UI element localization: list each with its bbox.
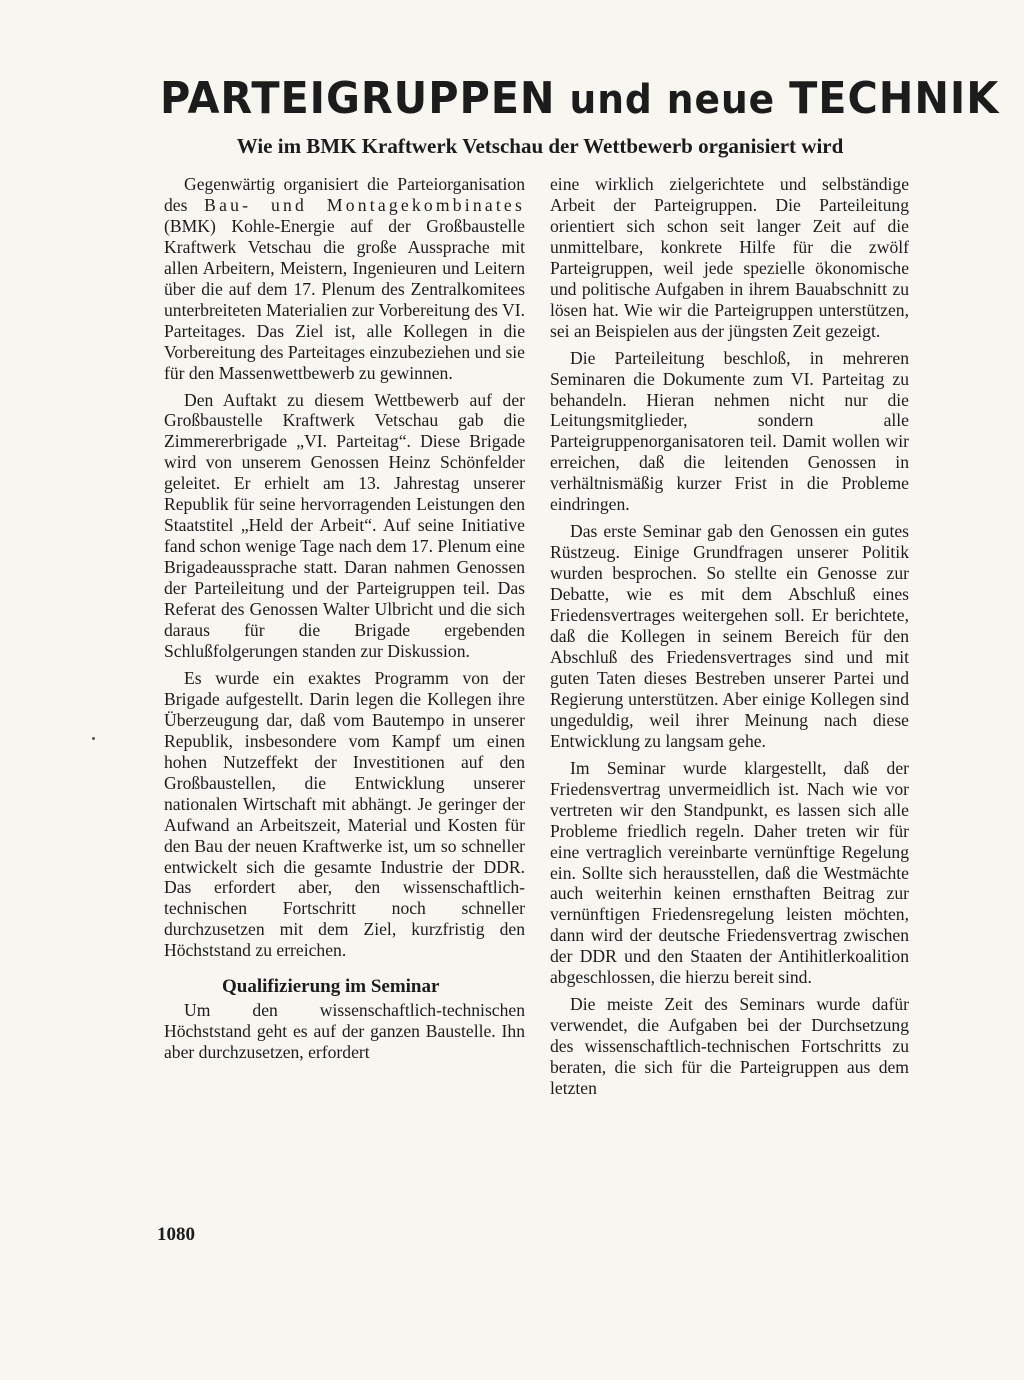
left-p1-spaced-text: Bau- und Montagekombinates [204, 194, 525, 215]
headline-part-und-neue: und neue [555, 77, 790, 123]
left-paragraph-1 [164, 174, 525, 384]
right-paragraph-3: Das erste Seminar gab den Genossen ein gutes Rüstzeug. Einige Grundfragen unserer Politik wurden besprochen. So stellte ein Genosse zur Debatte, wie es mit dem Abschluß eines Friedensvertrages weitergehen soll. Er berichtete, daß die Kollegen in seinem Bereich für den Abschluß des Friedensvertrages sind und mit guten Taten dieses Bestreben unserer Partei und Regierung unterstützen. Aber einige Kollegen sind ungeduldig, weil ihrer Meinung nach diese Entwicklung zu langsam gehe. [550, 521, 909, 751]
print-speck [92, 737, 95, 740]
right-paragraph-2: Die Parteileitung beschloß, in mehreren Seminaren die Dokumente zum VI. Parteitag zu behandeln. Hieran nehmen nicht nur die Leitungsmitglieder, sondern alle Parteigruppenorganisatoren teil. Damit wollen wir erreichen, daß die leitenden Genossen in verhältnismäßig kurzer Frist in die Probleme eindringen. [550, 347, 909, 515]
left-p1-start: Gegenwärtig organisiert die Parteiorganisation des [164, 174, 525, 215]
section-heading: Qualifizierung im Seminar [222, 976, 440, 998]
headline-part-technik: TECHNIK [789, 73, 1000, 124]
right-column [550, 174, 909, 1105]
article-subtitle: Wie im BMK Kraftwerk Vetschau der Wettbewerb organisiert wird [236, 134, 844, 158]
right-paragraph-1: eine wirklich zielgerichtete und selbständige Arbeit der Parteigruppen. Die Parteileitung orientiert sich schon seit langer Zeit auf die unmittelbare, konkrete Hilfe für die zwölf Parteigruppen, weil jede spezielle ökonomische und politische Aufgaben in ihrem Bauabschnitt zu lösen hat. Wie wir die Parteigruppen unterstützen, sei an Beispielen aus der jüngsten Zeit gezeigt. [550, 174, 909, 341]
left-paragraph-4: Um den wissenschaftlich-technischen Höchststand geht es auf der ganzen Baustelle. Ihn aber durchzusetzen, erfordert [164, 1000, 525, 1063]
left-p1-end: (BMK) Kohle-Energie auf der Großbaustelle Kraftwerk Vetschau die große Aussprache mit allen Arbeitern, Meistern, Ingenieuren und Leitern über die auf dem 17. Plenum des Zentralkomitees unterbreiteten Materialien zur Vorbereitung des VI. Parteitages. Das Ziel ist, alle Kollegen in die Vorbereitung des Parteitages einzubeziehen und sie für den Massenwettbewerb zu gewinnen. [164, 215, 525, 383]
article-headline [160, 70, 1000, 129]
headline-part-parteigruppen: PARTEIGRUPPEN [160, 73, 556, 124]
right-paragraph-4: Im Seminar wurde klargestellt, daß der Friedensvertrag unvermeidlich ist. Nach wie vor vertreten wir den Standpunkt, es lassen sich alle Probleme friedlich regeln. Daher treten wir für eine vertraglich vereinbarte vernünftige Regelung ein. Sollte sich herausstellen, daß die Westmächte auch weiterhin keinen ernsthaften Beitrag zur vernünftigen Friedensregelung leisten möchten, dann wird der deutsche Friedensvertrag zwischen der DDR und den Staaten der Antihitlerkoalition abgeschlossen, die hierzu bereit sind. [550, 757, 909, 988]
left-column [164, 174, 525, 1069]
left-paragraph-3: Es wurde ein exaktes Programm von der Brigade aufgestellt. Darin legen die Kollegen ihre Überzeugung dar, daß vom Bautempo in unserer Republik, insbesondere vom Kampf um einen hohen Nutzeffekt der Investitionen auf den Großbaustellen, die Entwicklung unserer nationalen Wirtschaft mit abhängt. Je geringer der Aufwand an Arbeitszeit, Material und Kosten für den Bau der neuen Kraftwerke ist, um so schneller entwickelt sich die gesamte Industrie der DDR. Das erfordert aber, den wissenschaftlich-technischen Fortschritt noch schneller durchzusetzen mit dem Ziel, kurzfristig den Höchststand zu erreichen. [164, 667, 525, 961]
page-number: 1080 [157, 1224, 195, 1245]
right-paragraph-5: Die meiste Zeit des Seminars wurde dafür verwendet, die Aufgaben bei der Durchsetzung des wissenschaftlich-technischen Fortschritts zu beraten, die sich für die Parteigruppen aus dem letzten [550, 994, 909, 1099]
left-paragraph-2: Den Auftakt zu diesem Wettbewerb auf der Großbaustelle Kraftwerk Vetschau gab die Zimmererbrigade „VI. Parteitag“. Diese Brigade wird von unserem Genossen Heinz Schönfelder geleitet. Er erhielt am 13. Jahrestag unserer Republik für seine hervorragenden Leistungen den Staatstitel „Held der Arbeit“. Auf seine Initiative fand schon wenige Tage nach dem 17. Plenum eine Brigadeaussprache statt. Daran nahmen Genossen der Parteileitung und der Parteigruppen teil. Das Referat des Genossen Walter Ulbricht und die sich daraus für die Brigade ergebenden Schlußfolgerungen standen zur Diskussion. [164, 389, 525, 661]
